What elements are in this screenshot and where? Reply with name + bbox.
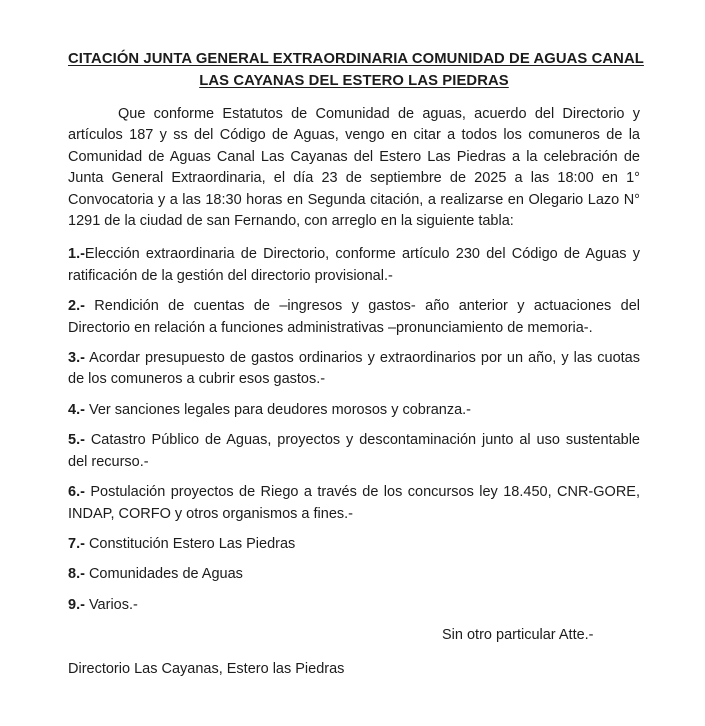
agenda-item-4 (68, 400, 640, 421)
agenda-item-number: 7.- (68, 535, 85, 552)
closing-salutation: Sin otro particular Atte.- (442, 627, 594, 644)
agenda-item-1 (68, 244, 640, 287)
agenda-list (68, 244, 640, 616)
agenda-item-text: Ver sanciones legales para deudores morosos y cobranza.- (84, 401, 471, 418)
agenda-item-text: Elección extraordinaria de Directorio, conforme artículo 230 del Código de Aguas y ratificación de la gestión del directorio provisional.- (68, 246, 640, 284)
agenda-item-text: Rendición de cuentas de –ingresos y gastos- año anterior y actuaciones del Directorio en relación a funciones administrativas –pronunciamiento de memoria-. (68, 298, 640, 336)
agenda-item-number: 6.- (68, 484, 85, 501)
agenda-item-text: Varios.- (84, 596, 138, 613)
document-title (68, 48, 644, 92)
agenda-item-6 (68, 482, 640, 525)
agenda-item-7 (68, 534, 640, 555)
agenda-item-number: 5.- (68, 432, 85, 449)
agenda-item-number: 2.- (68, 298, 85, 315)
agenda-item-text: Comunidades de Aguas (84, 566, 243, 583)
agenda-item-number: 9.- (68, 596, 85, 613)
agenda-item-2 (68, 296, 640, 339)
document-title-line-2: LAS CAYANAS DEL ESTERO LAS PIEDRAS (199, 73, 509, 89)
agenda-item-text: Postulación proyectos de Riego a través de los concursos ley 18.450, CNR-GORE, INDAP, CORFO y otros organismos a fines.- (68, 484, 640, 522)
signature-line: Directorio Las Cayanas, Estero las Piedras (68, 660, 345, 677)
agenda-item-text: Acordar presupuesto de gastos ordinarios y extraordinarios por un año, y las cuotas de los comuneros a cubrir esos gastos.- (68, 350, 640, 388)
agenda-item-9 (68, 595, 640, 616)
agenda-item-5 (68, 430, 640, 473)
agenda-item-text: Constitución Estero Las Piedras (84, 535, 296, 552)
agenda-item-number: 8.- (68, 566, 85, 583)
document-title-line-1: CITACIÓN JUNTA GENERAL EXTRAORDINARIA COMUNIDAD DE AGUAS CANAL (68, 51, 644, 67)
agenda-item-3 (68, 348, 640, 391)
agenda-item-text: Catastro Público de Aguas, proyectos y descontaminación junto al uso sustentable del recurso.- (68, 432, 640, 470)
agenda-item-number: 3.- (68, 350, 85, 367)
agenda-item-8 (68, 564, 640, 585)
agenda-item-number: 4.- (68, 401, 85, 418)
intro-paragraph: Que conforme Estatutos de Comunidad de aguas, acuerdo del Directorio y artículos 187 y ss del Código de Aguas, vengo en citar a todos los comuneros de la Comunidad de Aguas Canal Las Cayanas del Estero Las Piedras a la celebración de Junta General Extraordinaria, el día 23 de septiembre de 2025 a las 18:00 en 1° Convocatoria y a las 18:30 horas en Segunda citación, a realizarse en Olegario Lazo N° 1291 de la ciudad de san Fernando, con arreglo en la siguiente tabla: (68, 106, 640, 230)
agenda-item-number: 1.- (68, 246, 85, 263)
